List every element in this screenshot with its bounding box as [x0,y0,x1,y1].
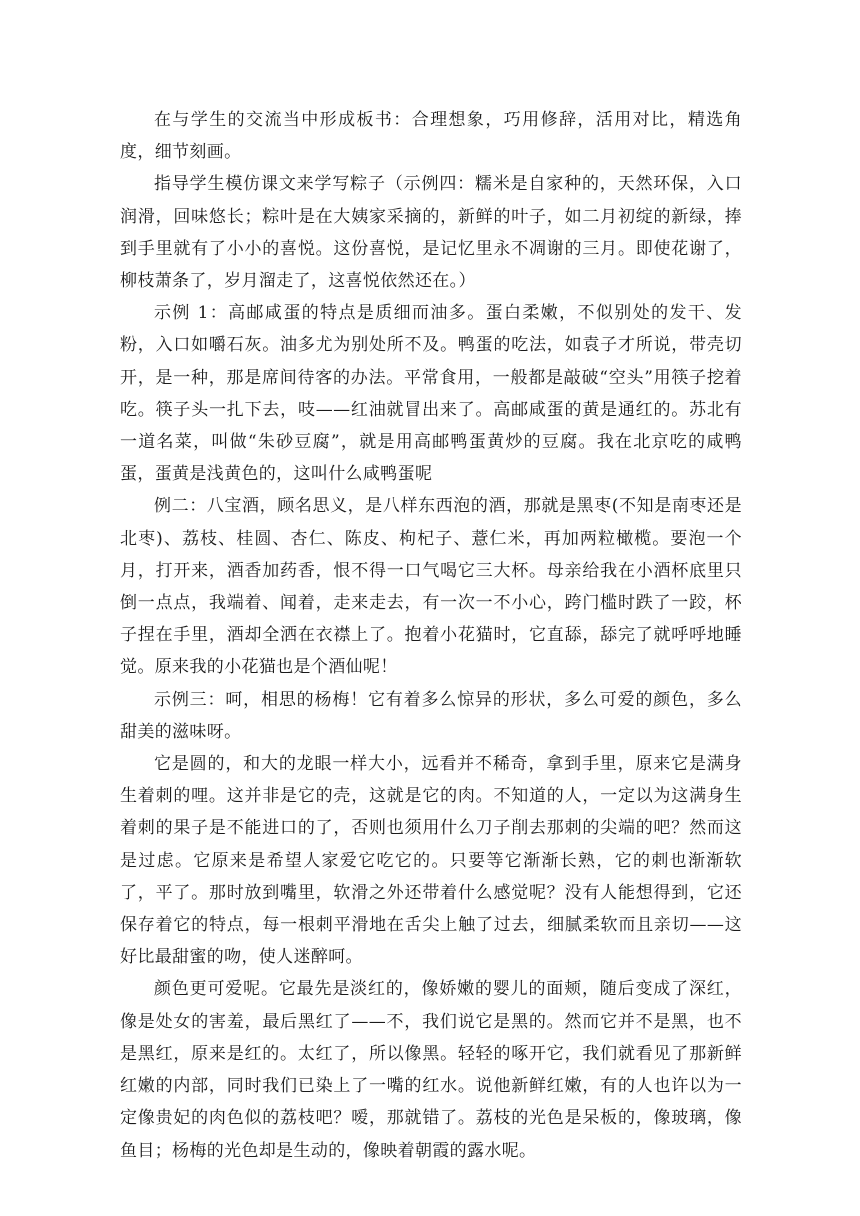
paragraph-example-babao-wine: 例二：八宝酒，顾名思义，是八样东西泡的酒，那就是黑枣(不知是南枣还是北枣)、荔枝、桂圆、杏仁、陈皮、枸杞子、薏仁米，再加两粒橄榄。要泡一个月，打开来，酒香加药香，恨不得一口气喝它三大杯。母亲给我在小酒杯底里只倒一点点，我端着、闻着，走来走去，有一次一不小心，跨门槛时跌了一跤，杯子捏在手里，酒却全洒在衣襟上了。抱着小花猫时，它直舔，舔完了就呼呼地睡觉。原来我的小花猫也是个酒仙呢！ [120,496,742,678]
paragraph-zongzi-guidance: 指导学生模仿课文来学写粽子（示例四：糯米是自家种的，天然环保，入口润滑，回味悠长；粽叶是在大姨家采摘的，新鲜的叶子，如二月初绽的新绿，捧到手里就有了小小的喜悦。这份喜悦，是记忆里永不凋谢的三月。即使花谢了，柳枝萧条了，岁月溜走了，这喜悦依然还在。） [120,174,742,292]
paragraph-example-salted-egg: 示例 1：高邮咸蛋的特点是质细而油多。蛋白柔嫩，不似别处的发干、发粉，入口如嚼石灰。油多尤为别处所不及。鸭蛋的吃法，如袁子才所说，带壳切开，是一种，那是席间待客的办法。平常食用，一般都是敲破“空头”用筷子挖着吃。筷子头一扎下去，吱——红油就冒出来了。高邮咸蛋的黄是通红的。苏北有一道名菜，叫做“朱砂豆腐”，就是用高邮鸭蛋黄炒的豆腐。我在北京吃的咸鸭蛋，蛋黄是浅黄色的，这叫什么咸鸭蛋呢 [120,303,742,485]
paragraph-yangmei-color: 颜色更可爱呢。它最先是淡红的，像娇嫩的婴儿的面颊，随后变成了深红，像是处女的害羞，最后黑红了——不，我们说它是黑的。然而它并不是黑，也不是黑红，原来是红的。太红了，所以像黑。轻轻的啄开它，我们就看见了那新鲜红嫩的内部，同时我们已染上了一嘴的红水。说他新鲜红嫩，有的人也许以为一定像贵妃的肉色似的荔枝吧？嗳，那就错了。荔枝的光色是呆板的，像玻璃，像鱼目；杨梅的光色却是生动的，像映着朝霞的露水呢。 [120,979,742,1161]
paragraph-example-yangmei-intro: 示例三：呵，相思的杨梅！它有着多么惊异的形状，多么可爱的颜色，多么甜美的滋味呀。 [120,689,742,742]
paragraph-yangmei-shape: 它是圆的，和大的龙眼一样大小，远看并不稀奇，拿到手里，原来它是满身生着刺的哩。这并非是它的壳，这就是它的肉。不知道的人，一定以为这满身生着刺的果子是不能进口的了，否则也须用什么刀子削去那刺的尖端的吧？然而这是过虑。它原来是希望人家爱它吃它的。只要等它渐渐长熟，它的刺也渐渐软了，平了。那时放到嘴里，软滑之外还带着什么感觉呢？没有人能想得到，它还保存着它的特点，每一根刺平滑地在舌尖上触了过去，细腻柔软而且亲切——这好比最甜蜜的吻，使人迷醉呵。 [120,754,742,968]
paragraph-board-summary: 在与学生的交流当中形成板书：合理想象，巧用修辞，活用对比，精选角度，细节刻画。 [120,110,742,163]
document-body [120,104,742,1167]
